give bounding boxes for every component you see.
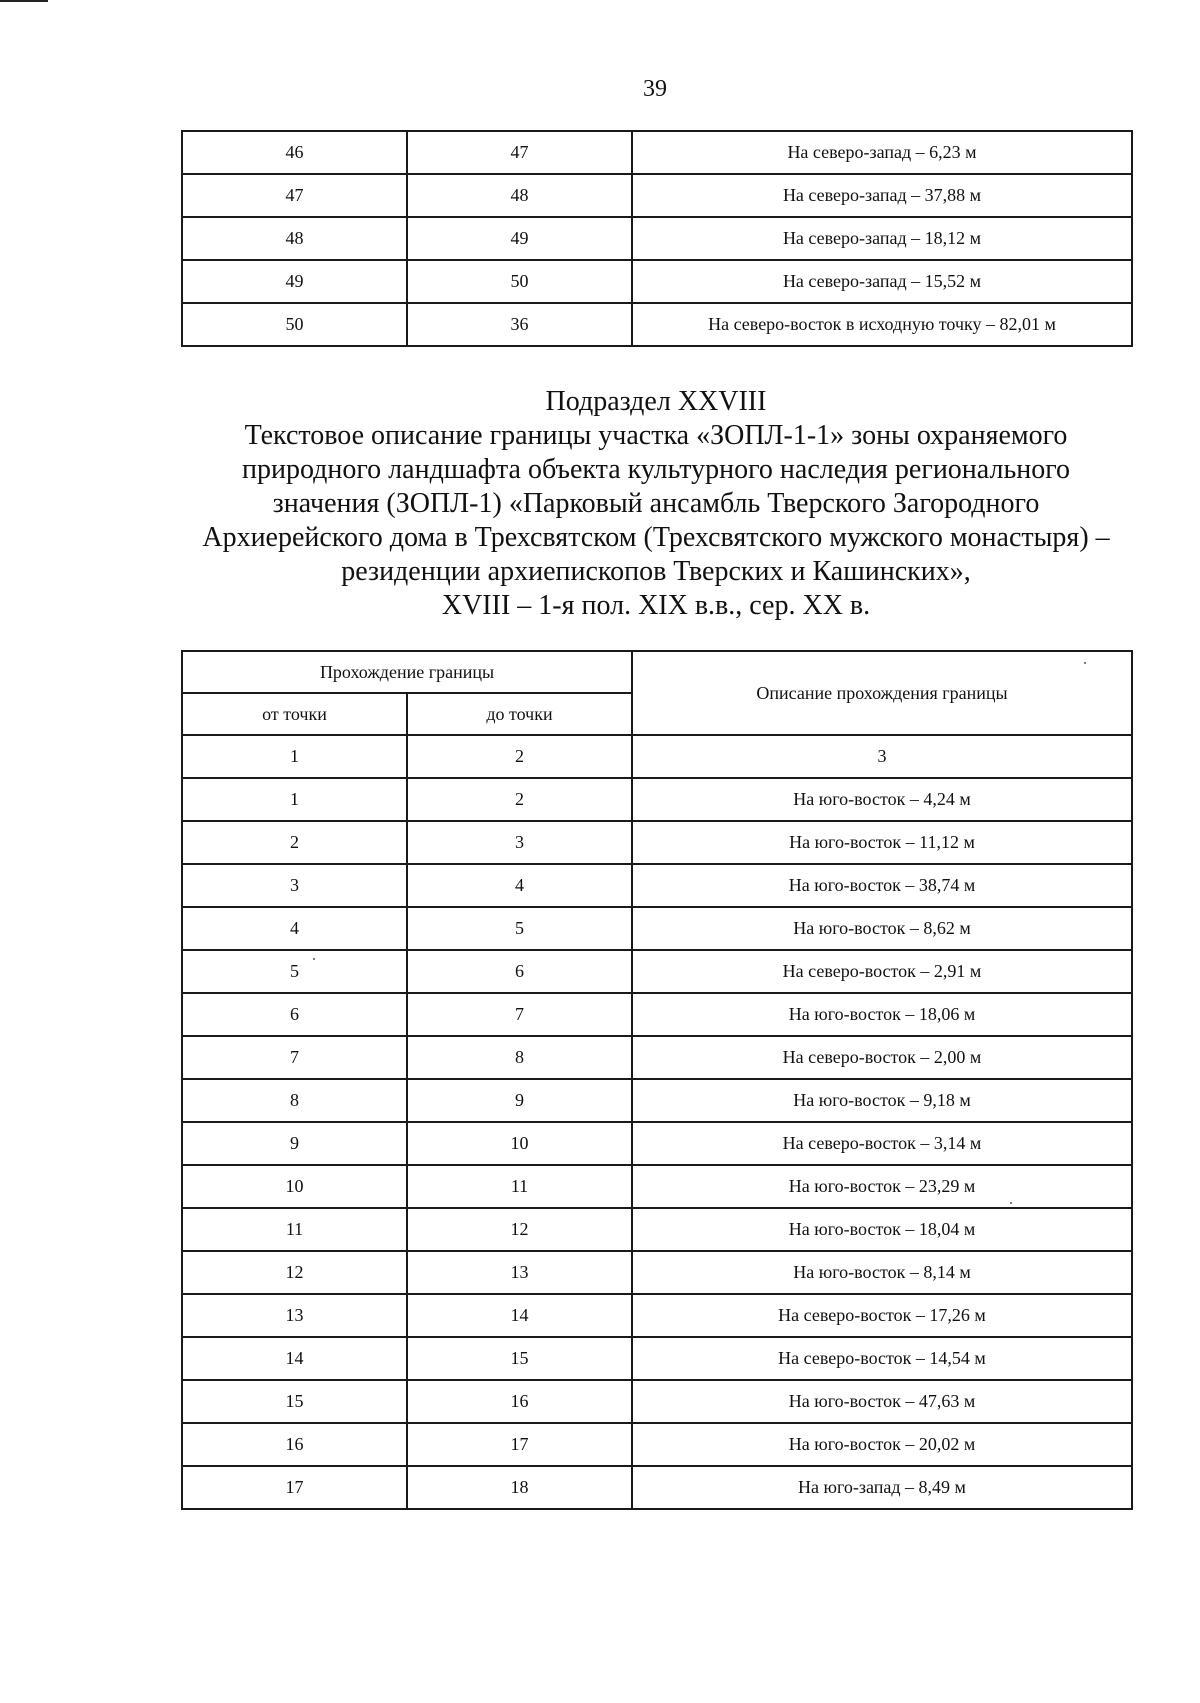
table-row: [182, 217, 1132, 260]
table-row: [182, 260, 1132, 303]
column-number: 1: [182, 735, 407, 778]
from-point-cell: 49: [182, 260, 407, 303]
to-point-cell: 12: [407, 1208, 632, 1251]
from-point-cell: 11: [182, 1208, 407, 1251]
table-row: [182, 174, 1132, 217]
description-cell: На северо-запад – 15,52 м: [632, 260, 1132, 303]
table-row: [182, 1423, 1132, 1466]
header-description: Описание прохождения границы: [632, 651, 1132, 735]
section-title-line: природного ландшафта объекта культурного наследия регионального: [242, 454, 1070, 485]
description-cell: На юго-восток – 8,14 м: [632, 1251, 1132, 1294]
from-point-cell: 6: [182, 993, 407, 1036]
description-cell: На юго-восток – 23,29 м: [632, 1165, 1132, 1208]
header-boundary-passage: Прохождение границы: [182, 651, 632, 693]
description-cell: На юго-восток – 18,04 м: [632, 1208, 1132, 1251]
from-point-cell: 15: [182, 1380, 407, 1423]
from-point-cell: 8: [182, 1079, 407, 1122]
table-row: [182, 1208, 1132, 1251]
table-row: [182, 864, 1132, 907]
section-heading: [180, 385, 1132, 623]
to-point-cell: 2: [407, 778, 632, 821]
from-point-cell: 12: [182, 1251, 407, 1294]
table-row: [182, 778, 1132, 821]
to-point-cell: 7: [407, 993, 632, 1036]
header-to-point: до точки: [407, 693, 632, 735]
description-cell: На северо-восток в исходную точку – 82,01 м: [632, 303, 1132, 346]
description-cell: На юго-восток – 9,18 м: [632, 1079, 1132, 1122]
description-cell: На юго-восток – 8,62 м: [632, 907, 1132, 950]
table-row: [182, 1466, 1132, 1509]
to-point-cell: 36: [407, 303, 632, 346]
to-point-cell: 13: [407, 1251, 632, 1294]
to-point-cell: 5: [407, 907, 632, 950]
to-point-cell: 6: [407, 950, 632, 993]
section-subtitle: Подраздел XXVIII: [545, 386, 767, 417]
table-row: [182, 1165, 1132, 1208]
table-row: [182, 993, 1132, 1036]
description-cell: На северо-восток – 17,26 м: [632, 1294, 1132, 1337]
description-cell: На юго-запад – 8,49 м: [632, 1466, 1132, 1509]
description-cell: На северо-восток – 14,54 м: [632, 1337, 1132, 1380]
description-cell: На северо-запад – 37,88 м: [632, 174, 1132, 217]
description-cell: На юго-восток – 11,12 м: [632, 821, 1132, 864]
to-point-cell: 11: [407, 1165, 632, 1208]
from-point-cell: 7: [182, 1036, 407, 1079]
table-row: [182, 907, 1132, 950]
to-point-cell: 48: [407, 174, 632, 217]
main-table-body: [182, 778, 1132, 1509]
boundary-table-continued: [181, 130, 1133, 347]
from-point-cell: 1: [182, 778, 407, 821]
from-point-cell: 17: [182, 1466, 407, 1509]
from-point-cell: 13: [182, 1294, 407, 1337]
column-number: 3: [632, 735, 1132, 778]
description-cell: На юго-восток – 38,74 м: [632, 864, 1132, 907]
to-point-cell: 9: [407, 1079, 632, 1122]
description-cell: На северо-восток – 3,14 м: [632, 1122, 1132, 1165]
column-number-row: [182, 735, 1132, 778]
top-table-body: [182, 131, 1132, 346]
from-point-cell: 46: [182, 131, 407, 174]
description-cell: На северо-восток – 2,91 м: [632, 950, 1132, 993]
to-point-cell: 47: [407, 131, 632, 174]
from-point-cell: 16: [182, 1423, 407, 1466]
header-from-point: от точки: [182, 693, 407, 735]
to-point-cell: 4: [407, 864, 632, 907]
from-point-cell: 9: [182, 1122, 407, 1165]
from-point-cell: 47: [182, 174, 407, 217]
section-title-line: Текстовое описание границы участка «ЗОПЛ-1-1» зоны охраняемого: [244, 420, 1068, 451]
description-cell: На юго-восток – 18,06 м: [632, 993, 1132, 1036]
column-number: 2: [407, 735, 632, 778]
section-title-line: Архиерейского дома в Трехсвятском (Трехсвятского мужского монастыря) –: [202, 522, 1110, 553]
to-point-cell: 8: [407, 1036, 632, 1079]
section-title-line: XVIII – 1-я пол. XIX в.в., сер. XX в.: [441, 590, 871, 621]
from-point-cell: 14: [182, 1337, 407, 1380]
table-header-row: [182, 651, 1132, 693]
to-point-cell: 16: [407, 1380, 632, 1423]
description-cell: На юго-восток – 47,63 м: [632, 1380, 1132, 1423]
description-cell: На северо-запад – 18,12 м: [632, 217, 1132, 260]
to-point-cell: 49: [407, 217, 632, 260]
from-point-cell: 2: [182, 821, 407, 864]
to-point-cell: 14: [407, 1294, 632, 1337]
to-point-cell: 3: [407, 821, 632, 864]
from-point-cell: 50: [182, 303, 407, 346]
from-point-cell: 3: [182, 864, 407, 907]
description-cell: На северо-восток – 2,00 м: [632, 1036, 1132, 1079]
table-row: [182, 950, 1132, 993]
description-cell: На северо-запад – 6,23 м: [632, 131, 1132, 174]
description-cell: На юго-восток – 20,02 м: [632, 1423, 1132, 1466]
table-row: [182, 1079, 1132, 1122]
section-title-line: резиденции архиепископов Тверских и Кашинских»,: [341, 556, 971, 587]
table-row: [182, 1337, 1132, 1380]
table-row: [182, 1036, 1132, 1079]
to-point-cell: 10: [407, 1122, 632, 1165]
from-point-cell: 4: [182, 907, 407, 950]
to-point-cell: 50: [407, 260, 632, 303]
table-row: [182, 131, 1132, 174]
description-cell: На юго-восток – 4,24 м: [632, 778, 1132, 821]
to-point-cell: 17: [407, 1423, 632, 1466]
table-row: [182, 1251, 1132, 1294]
to-point-cell: 18: [407, 1466, 632, 1509]
table-row: [182, 821, 1132, 864]
table-row: [182, 1122, 1132, 1165]
section-title-line: значения (ЗОПЛ-1) «Парковый ансамбль Тверского Загородного: [272, 488, 1040, 519]
from-point-cell: 48: [182, 217, 407, 260]
scan-corner-mark: [0, 0, 48, 2]
from-point-cell: 5: [182, 950, 407, 993]
table-row: [182, 1294, 1132, 1337]
boundary-table: [181, 650, 1133, 1510]
table-row: [182, 1380, 1132, 1423]
page-number: 39: [643, 76, 667, 102]
table-row: [182, 303, 1132, 346]
to-point-cell: 15: [407, 1337, 632, 1380]
from-point-cell: 10: [182, 1165, 407, 1208]
